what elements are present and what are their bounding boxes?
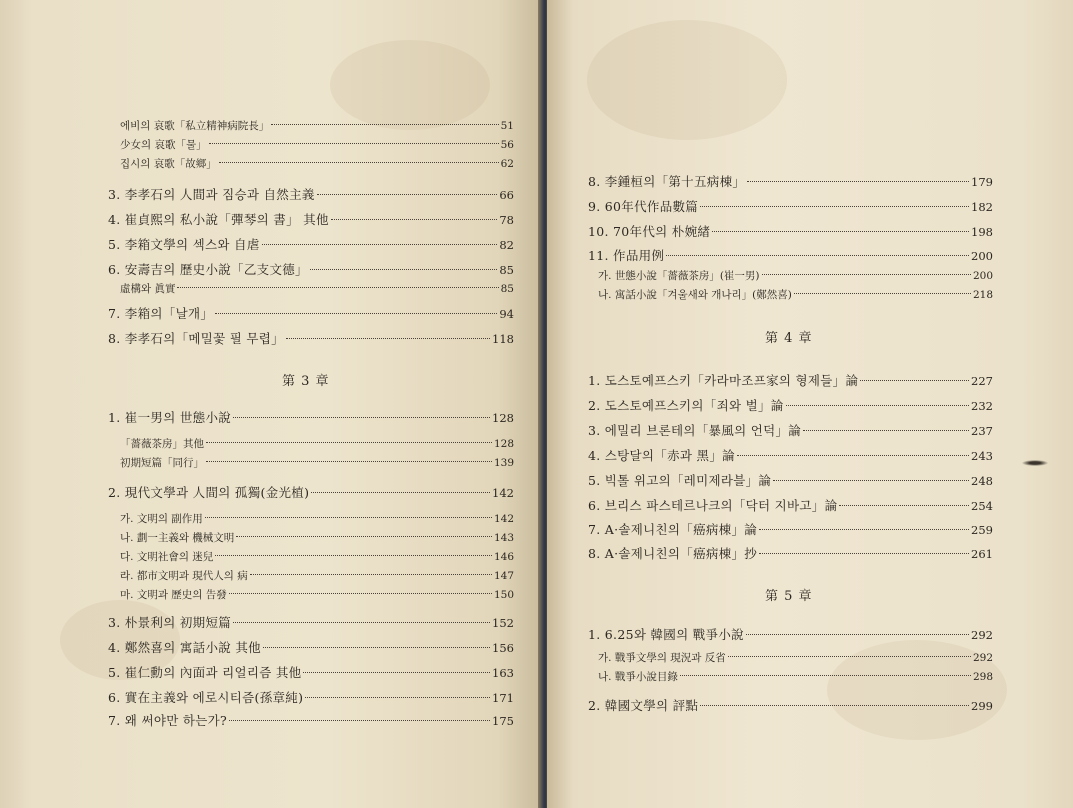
- toc-entry-label: 마. 文明과 歷史의 告發: [120, 589, 227, 601]
- toc-entry: [108, 304, 514, 322]
- toc-entry-page: 152: [492, 616, 514, 630]
- toc-entry-page: 85: [500, 283, 514, 295]
- toc-entry-label: 「薔薇茶房」其他: [120, 438, 204, 450]
- ink-smudge: [1022, 460, 1048, 466]
- dot-leader: [236, 536, 492, 537]
- dot-leader: [728, 656, 971, 657]
- toc-entry-page: 128: [493, 438, 514, 450]
- toc-entry-page: 259: [971, 523, 993, 537]
- toc-entry-label: 가. 世態小說「薔薇茶房」(崔一男): [598, 270, 760, 282]
- toc-entry-label: 2. 現代文學과 人間의 孤獨(金光植): [108, 485, 310, 500]
- toc-entry: [108, 235, 514, 253]
- dot-leader: [215, 555, 492, 556]
- toc-entry-label: 7. 李箱의「날개」: [108, 306, 214, 321]
- toc-entry-page: 243: [971, 449, 993, 463]
- toc-entry-page: 198: [971, 225, 993, 239]
- dot-leader: [680, 675, 971, 676]
- toc-entry-label: 4. 崔貞熙의 私小說「彈琴의 書」 其他: [108, 212, 329, 227]
- toc-entry: [120, 455, 514, 470]
- dot-leader: [303, 672, 490, 673]
- toc-entry-label: 3. 에밀리 브론테의「暴風의 언덕」論: [588, 423, 802, 438]
- toc-entry-page: 139: [493, 457, 514, 469]
- toc-entry-page: 200: [972, 270, 993, 282]
- toc-entry-page: 142: [492, 486, 514, 500]
- toc-entry: [588, 471, 993, 489]
- toc-entry-label: 6. 安壽吉의 歷史小說「乙支文德」: [108, 262, 308, 277]
- toc-entry-label: 10. 70年代의 朴婉緖: [588, 224, 711, 239]
- dot-leader: [310, 269, 498, 270]
- toc-entry: [108, 638, 514, 656]
- toc-entry: [108, 210, 514, 228]
- dot-leader: [666, 255, 969, 256]
- dot-leader: [229, 593, 492, 594]
- toc-entry-label: 初期短篇「同行」: [120, 457, 204, 469]
- toc-entry-label: 6. 實在主義와 에로시티즘(孫章純): [108, 690, 304, 705]
- toc-entry: [588, 496, 993, 514]
- toc-entry-page: 150: [493, 589, 514, 601]
- toc-entry-label: 1. 6.25와 韓國의 戰爭小說: [588, 627, 744, 642]
- toc-entry: [588, 446, 993, 464]
- toc-entry-page: 51: [500, 120, 514, 132]
- dot-leader: [839, 505, 969, 506]
- dot-leader: [737, 455, 969, 456]
- toc-entry-label: 4. 鄭然喜의 寓話小說 其他: [108, 640, 261, 655]
- toc-entry-page: 298: [972, 671, 993, 683]
- toc-entry-label: 少女의 哀歌「물」: [120, 139, 207, 151]
- toc-entry-page: 82: [499, 238, 514, 252]
- toc-entry-label: 5. 빅톨 위고의「레미제라블」論: [588, 473, 772, 488]
- toc-entry-label: 가. 戰爭文學의 現況과 反省: [598, 652, 726, 664]
- dot-leader: [773, 480, 969, 481]
- toc-entry-page: 142: [493, 513, 514, 525]
- toc-entry-label: 나. 寓話小說「겨울새와 개나리」(鄭然喜): [598, 289, 792, 301]
- toc-entry: [120, 530, 514, 545]
- toc-entry: [598, 650, 993, 665]
- dot-leader: [712, 231, 969, 232]
- toc-entry-page: 147: [493, 570, 514, 582]
- toc-entry-page: 200: [971, 249, 993, 263]
- toc-entry: [108, 711, 514, 729]
- toc-entry-label: 나. 戰爭小說目錄: [598, 671, 678, 683]
- toc-entry: [108, 260, 514, 278]
- dot-leader: [205, 517, 492, 518]
- chapter-heading: 第 3 章: [282, 374, 330, 389]
- dot-leader: [700, 206, 969, 207]
- dot-leader: [803, 430, 969, 431]
- toc-entry-label: 4. 스탕달의「赤과 黑」論: [588, 448, 735, 463]
- dot-leader: [747, 181, 969, 182]
- toc-entry: [120, 568, 514, 583]
- toc-entry: [598, 268, 993, 283]
- toc-entry: [108, 483, 514, 501]
- toc-entry-label: 다. 文明社會의 迷兒: [120, 551, 214, 563]
- toc-entry: [588, 197, 993, 215]
- toc-entry-page: 254: [971, 499, 993, 513]
- dot-leader: [233, 622, 490, 623]
- toc-entry-page: 128: [492, 411, 514, 425]
- toc-entry: [120, 511, 514, 526]
- toc-entry-label: 5. 崔仁勳의 內面과 리얼리즘 其他: [108, 665, 302, 680]
- dot-leader: [271, 124, 498, 125]
- toc-entry: [120, 118, 514, 133]
- toc-entry-page: 56: [500, 139, 514, 151]
- dot-leader: [209, 143, 499, 144]
- toc-entry: [588, 222, 993, 240]
- chapter-heading: 第 4 章: [765, 331, 813, 346]
- toc-entry-page: 143: [493, 532, 514, 544]
- toc-entry-page: 248: [971, 474, 993, 488]
- dot-leader: [759, 529, 969, 530]
- toc-entry-label: 5. 李箱文學의 섹스와 自虐: [108, 237, 260, 252]
- toc-entry-label: 2. 도스토예프스키의「죄와 벌」論: [588, 398, 784, 413]
- toc-entry-page: 232: [971, 399, 993, 413]
- toc-entry-page: 182: [971, 200, 993, 214]
- toc-entry: [120, 281, 514, 296]
- toc-entry: [108, 408, 514, 426]
- toc-entry-page: 227: [971, 374, 993, 388]
- dot-leader: [263, 647, 490, 648]
- toc-entry-page: 292: [972, 652, 993, 664]
- toc-entry: [120, 156, 514, 171]
- toc-entry-label: 3. 朴景利의 初期短篇: [108, 615, 232, 630]
- toc-entry-page: 163: [492, 666, 514, 680]
- toc-entry-page: 156: [492, 641, 514, 655]
- dot-leader: [700, 705, 969, 706]
- toc-entry-page: 78: [499, 213, 514, 227]
- right-page: [547, 0, 1073, 808]
- toc-entry-label: 11. 作品用例: [588, 248, 665, 263]
- toc-entry-label: 8. 李孝石의「메밀꽃 필 무렵」: [108, 331, 284, 346]
- toc-entry: [108, 613, 514, 631]
- toc-entry: [108, 329, 514, 347]
- toc-entry: [598, 287, 993, 302]
- toc-entry-page: 85: [499, 263, 514, 277]
- toc-entry-page: 171: [492, 691, 514, 705]
- toc-entry-label: 9. 60年代作品數篇: [588, 199, 699, 214]
- dot-leader: [759, 553, 969, 554]
- toc-entry-page: 146: [493, 551, 514, 563]
- toc-entry: [588, 544, 993, 562]
- toc-entry-page: 62: [500, 158, 514, 170]
- toc-entry: [120, 137, 514, 152]
- toc-entry: [108, 185, 514, 203]
- toc-entry-page: 237: [971, 424, 993, 438]
- toc-entry: [120, 587, 514, 602]
- toc-entry: [598, 669, 993, 684]
- dot-leader: [305, 697, 490, 698]
- toc-entry-label: 집시의 哀歌「故鄉」: [120, 158, 217, 170]
- dot-leader: [229, 720, 490, 721]
- dot-leader: [215, 313, 497, 314]
- dot-leader: [177, 287, 498, 288]
- toc-entry: [108, 688, 514, 706]
- toc-entry: [108, 663, 514, 681]
- dot-leader: [286, 338, 490, 339]
- toc-entry-page: 261: [971, 547, 993, 561]
- toc-entry-page: 118: [492, 332, 514, 346]
- dot-leader: [206, 442, 492, 443]
- toc-entry-page: 179: [971, 175, 993, 189]
- toc-entry-page: 292: [971, 628, 993, 642]
- toc-entry-label: 1. 도스토예프스키「카라마조프家의 형제들」論: [588, 373, 859, 388]
- toc-entry-label: 8. A·솔제니친의「癌病棟」抄: [588, 546, 758, 561]
- toc-entry-label: 虛構와 眞實: [120, 283, 176, 295]
- toc-entry: [588, 246, 993, 264]
- toc-entry: [120, 436, 514, 451]
- dot-leader: [206, 461, 492, 462]
- dot-leader: [860, 380, 969, 381]
- toc-entry-label: 7. 왜 써야만 하는가?: [108, 713, 227, 728]
- toc-entry-label: 3. 李孝石의 人間과 짐승과 自然主義: [108, 187, 315, 202]
- toc-entry-label: 8. 李鍾桓의「第十五病棟」: [588, 174, 746, 189]
- toc-entry: [588, 696, 993, 714]
- toc-entry-label: 7. A·솔제니친의「癌病棟」論: [588, 522, 758, 537]
- dot-leader: [262, 244, 498, 245]
- toc-entry-label: 1. 崔一男의 世態小說: [108, 410, 232, 425]
- dot-leader: [794, 293, 971, 294]
- dot-leader: [250, 574, 492, 575]
- dot-leader: [331, 219, 498, 220]
- dot-leader: [311, 492, 490, 493]
- dot-leader: [233, 417, 490, 418]
- toc-entry-page: 175: [492, 714, 514, 728]
- dot-leader: [317, 194, 498, 195]
- toc-entry-label: 2. 韓國文學의 評點: [588, 698, 699, 713]
- chapter-heading: 第 5 章: [765, 589, 813, 604]
- toc-entry-label: 라. 都市文明과 現代人의 病: [120, 570, 248, 582]
- toc-entry-label: 6. 브리스 파스테르나크의「닥터 지바고」論: [588, 498, 838, 513]
- dot-leader: [219, 162, 499, 163]
- toc-entry: [120, 549, 514, 564]
- toc-entry: [588, 172, 993, 190]
- toc-entry-page: 218: [972, 289, 993, 301]
- toc-entry: [588, 371, 993, 389]
- toc-entry-label: 나. 劃一主義와 機械文明: [120, 532, 235, 544]
- toc-entry-page: 66: [499, 188, 514, 202]
- dot-leader: [762, 274, 971, 275]
- toc-entry-label: 에비의 哀歌「私立精神病院長」: [120, 120, 270, 132]
- toc-entry-label: 가. 文明의 副作用: [120, 513, 203, 525]
- toc-entry-page: 94: [499, 307, 514, 321]
- toc-entry: [588, 520, 993, 538]
- toc-entry: [588, 625, 993, 643]
- toc-entry: [588, 421, 993, 439]
- dot-leader: [746, 634, 969, 635]
- dot-leader: [786, 405, 969, 406]
- toc-entry: [588, 396, 993, 414]
- toc-entry-page: 299: [971, 699, 993, 713]
